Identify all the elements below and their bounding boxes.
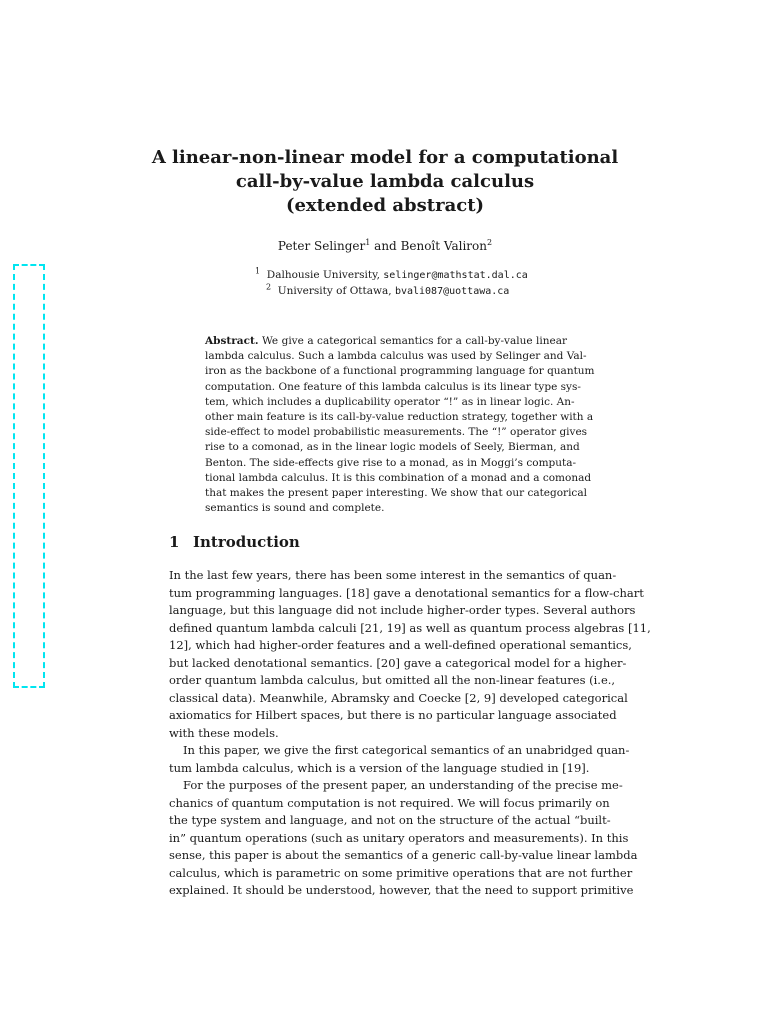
abstract-line: tional lambda calculus. It is this combination of a monad and a comonad <box>205 471 592 484</box>
body-line: defined quantum lambda calculi [21, 19] as well as quantum process algebras [11, <box>169 620 651 635</box>
author-name: Benoît Valiron <box>400 239 487 253</box>
abstract-line: tem, which includes a duplicability operator “!” as in linear logic. An- <box>205 395 575 408</box>
body-line: in” quantum operations (such as unitary operators and measurements). In this <box>169 830 629 845</box>
body-line: In the last few years, there has been some interest in the semantics of quan- <box>169 568 617 582</box>
abstract-line: other main feature is its call-by-value reduction strategy, together with a <box>205 410 594 423</box>
title-line: (extended abstract) <box>285 195 485 216</box>
abstract-line: Benton. The side-effects give rise to a monad, as in Moggi’s computa- <box>205 456 577 469</box>
abstract-heading: Abstract. <box>205 335 259 347</box>
paper-title <box>150 146 620 218</box>
body-line: axiomatics for Hilbert spaces, but there is no particular language associated <box>169 708 617 722</box>
affiliation-mark: 1 <box>365 238 371 247</box>
abstract-line: semantics is sound and complete. <box>205 502 385 515</box>
affiliation-name: Dalhousie University, <box>266 269 384 281</box>
author-name: Peter Selinger <box>277 239 366 253</box>
body-line: tum lambda calculus, which is a version of the language studied in [19]. <box>169 760 590 775</box>
affiliation-mark: 2 <box>266 282 272 292</box>
title-line: A linear-non-linear model for a computational <box>151 147 619 168</box>
body-line: chanics of quantum computation is not required. We will focus primarily on <box>169 795 610 810</box>
section-heading <box>169 532 300 552</box>
abstract-line: rise to a comonad, as in the linear logic models of Seely, Bierman, and <box>205 441 580 454</box>
body-line: explained. It should be understood, however, that the need to support primitive <box>169 883 634 897</box>
abstract-line: that makes the present paper interesting. We show that our categorical <box>205 486 587 499</box>
author-conjunction: and <box>370 239 401 253</box>
abstract-line: iron as the backbone of a functional programming language for quantum <box>205 365 595 378</box>
body-line: language, but this language did not include higher-order types. Several authors <box>169 603 636 617</box>
abstract-line: side-effect to model probabilistic measurements. The “!” operator gives <box>205 426 588 439</box>
abstract-line: computation. One feature of this lambda calculus is its linear type sys- <box>205 380 581 393</box>
body-line: order quantum lambda calculus, but omitted all the non-linear features (i.e., <box>169 673 616 687</box>
affiliation-mark: 1 <box>255 266 261 276</box>
abstract-line <box>205 334 567 349</box>
body-line: calculus, which is parametric on some primitive operations that are not further <box>169 865 633 880</box>
body-line: tum programming languages. [18] gave a denotational semantics for a flow-chart <box>169 585 644 600</box>
abstract-line: lambda calculus. Such a lambda calculus was used by Selinger and Val- <box>205 350 587 363</box>
email-address: bvali087@uottawa.ca <box>394 286 510 297</box>
body-line: with these models. <box>169 725 279 740</box>
body-line: classical data). Meanwhile, Abramsky and Coecke [2, 9] developed categorical <box>169 690 628 705</box>
author-list <box>150 238 620 254</box>
affiliation-name: University of Ottawa, <box>277 285 395 297</box>
title-line: call-by-value lambda calculus <box>235 171 535 192</box>
body-text <box>169 567 651 900</box>
body-line: but lacked denotational semantics. [20] gave a categorical model for a higher- <box>169 655 627 670</box>
section-number: 1 <box>169 533 180 551</box>
body-line: In this paper, we give the first categorical semantics of an unabridged quan- <box>183 743 630 757</box>
body-line: the type system and language, and not on the structure of the actual “built- <box>169 813 611 827</box>
abstract-text: We give a categorical semantics for a call-by-value linear <box>258 335 567 347</box>
body-line: 12], which had higher-order features and a well-defined operational semantics, <box>169 638 632 652</box>
affiliation-mark: 2 <box>487 238 493 247</box>
affiliation-line <box>255 268 528 283</box>
email-address: selinger@mathstat.dal.ca <box>383 270 528 281</box>
body-line: For the purposes of the present paper, an understanding of the precise me- <box>183 778 623 792</box>
body-line: sense, this paper is about the semantics of a generic call-by-value linear lambda <box>169 848 638 862</box>
abstract <box>205 334 595 516</box>
affiliation-line <box>266 284 509 299</box>
margin-selection-box <box>13 264 45 688</box>
section-title: Introduction <box>193 533 300 551</box>
